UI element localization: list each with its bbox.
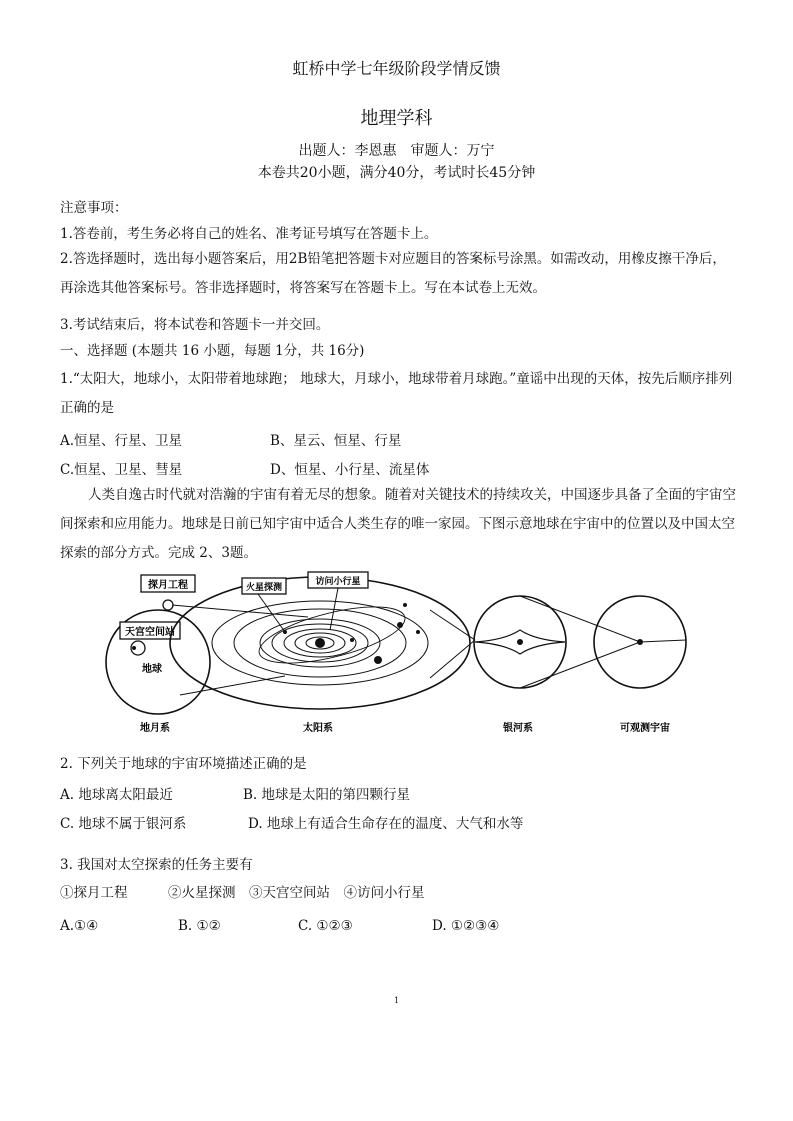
q2-option-b: B. 地球是太阳的第四颗行星 [243, 787, 411, 803]
q3-stem: 3. 我国对太空探索的任务主要有 [60, 857, 253, 873]
q1-option-c: C.恒星、卫星、彗星 [60, 462, 183, 478]
passage-text: 人类自逸古时代就对浩瀚的宇宙有着无尽的想象。随着对关键技术的持续攻关，中国逐步具备了全面的宇宙空间探索和应用能力。地球是日前已知宇宙中适合人类生存的唯一家园。下图示意地球在宇宙中的位置以及中国太空探索的部分方式。完成 2、3题。 [60, 487, 736, 561]
q3-items: ①探月工程 ②火星探测 ③天宫空间站 ④访问小行星 [60, 885, 425, 901]
box-asteroid-label: 访问小行星 [315, 577, 361, 587]
sun-symbol [315, 638, 325, 648]
q1-option-b: B、星云、恒星、行星 [270, 433, 402, 449]
box-lunar-label: 探月工程 [148, 580, 188, 591]
note-item-2: 2.答选择题时，选出每小题答案后，用2B铅笔把答题卡对应题目的答案标号涂黑。如需改动，用橡皮擦干净后，再涂选其他答案标号。答非选择题时，将答案写在答题卡上。写在本试卷上无效。 [60, 251, 726, 296]
moon-symbol [163, 600, 173, 610]
section-heading: 一、选择题 (本题共 16 小题，每题 1分，共 16分) [60, 343, 365, 359]
exam-meta: 本卷共20小题，满分40分，考试时长45分钟 [257, 165, 536, 181]
q2-option-d: D. 地球上有适合生命存在的温度、大气和水等 [248, 816, 524, 832]
q3-option-d: D. ①②③④ [432, 918, 500, 934]
exam-title: 虹桥中学七年级阶段学情反馈 [292, 59, 501, 78]
caption-solar: 太阳系 [303, 723, 333, 734]
q2-stem: 2. 下列关于地球的宇宙环境描述正确的是 [60, 756, 307, 772]
q3-option-c: C. ①②③ [298, 918, 353, 934]
q3-option-b: B. ①② [178, 918, 221, 934]
note-item-1: 1.答卷前，考生务必将自己的姓名、准考证号填写在答题卡上。 [60, 226, 438, 242]
page-number: 1 [393, 996, 400, 1005]
q2-option-c: C. 地球不属于银河系 [60, 816, 187, 832]
box-mars-label: 火星探测 [245, 583, 283, 593]
caption-galaxy: 银河系 [503, 723, 533, 734]
notes-heading: 注意事项： [60, 200, 128, 216]
box-station-label: 天宫空间站 [125, 627, 175, 638]
note-item-3: 3.考试结束后，将本试卷和答题卡一并交回。 [60, 317, 330, 333]
q1-stem: 1.“太阳大，地球小，太阳带着地球跑； 地球大，月球小，地球带着月球跑。”童谣中出现的天体，按先后顺序排列正确的是 [60, 371, 733, 416]
earth-label: 地球 [142, 664, 162, 675]
exam-authors: 出题人：李恩惠 审题人：万宁 [298, 143, 495, 159]
exam-subject: 地理学科 [360, 108, 433, 129]
q3-option-a: A.①④ [60, 918, 99, 934]
q2-option-a: A. 地球离太阳最近 [60, 787, 173, 803]
q1-option-d: D、恒星、小行星、流星体 [270, 462, 430, 478]
universe-figure [100, 570, 700, 740]
caption-earth-moon: 地月系 [140, 723, 170, 734]
caption-universe: 可观测宇宙 [620, 723, 670, 734]
q1-option-a: A.恒星、行星、卫星 [60, 433, 183, 449]
